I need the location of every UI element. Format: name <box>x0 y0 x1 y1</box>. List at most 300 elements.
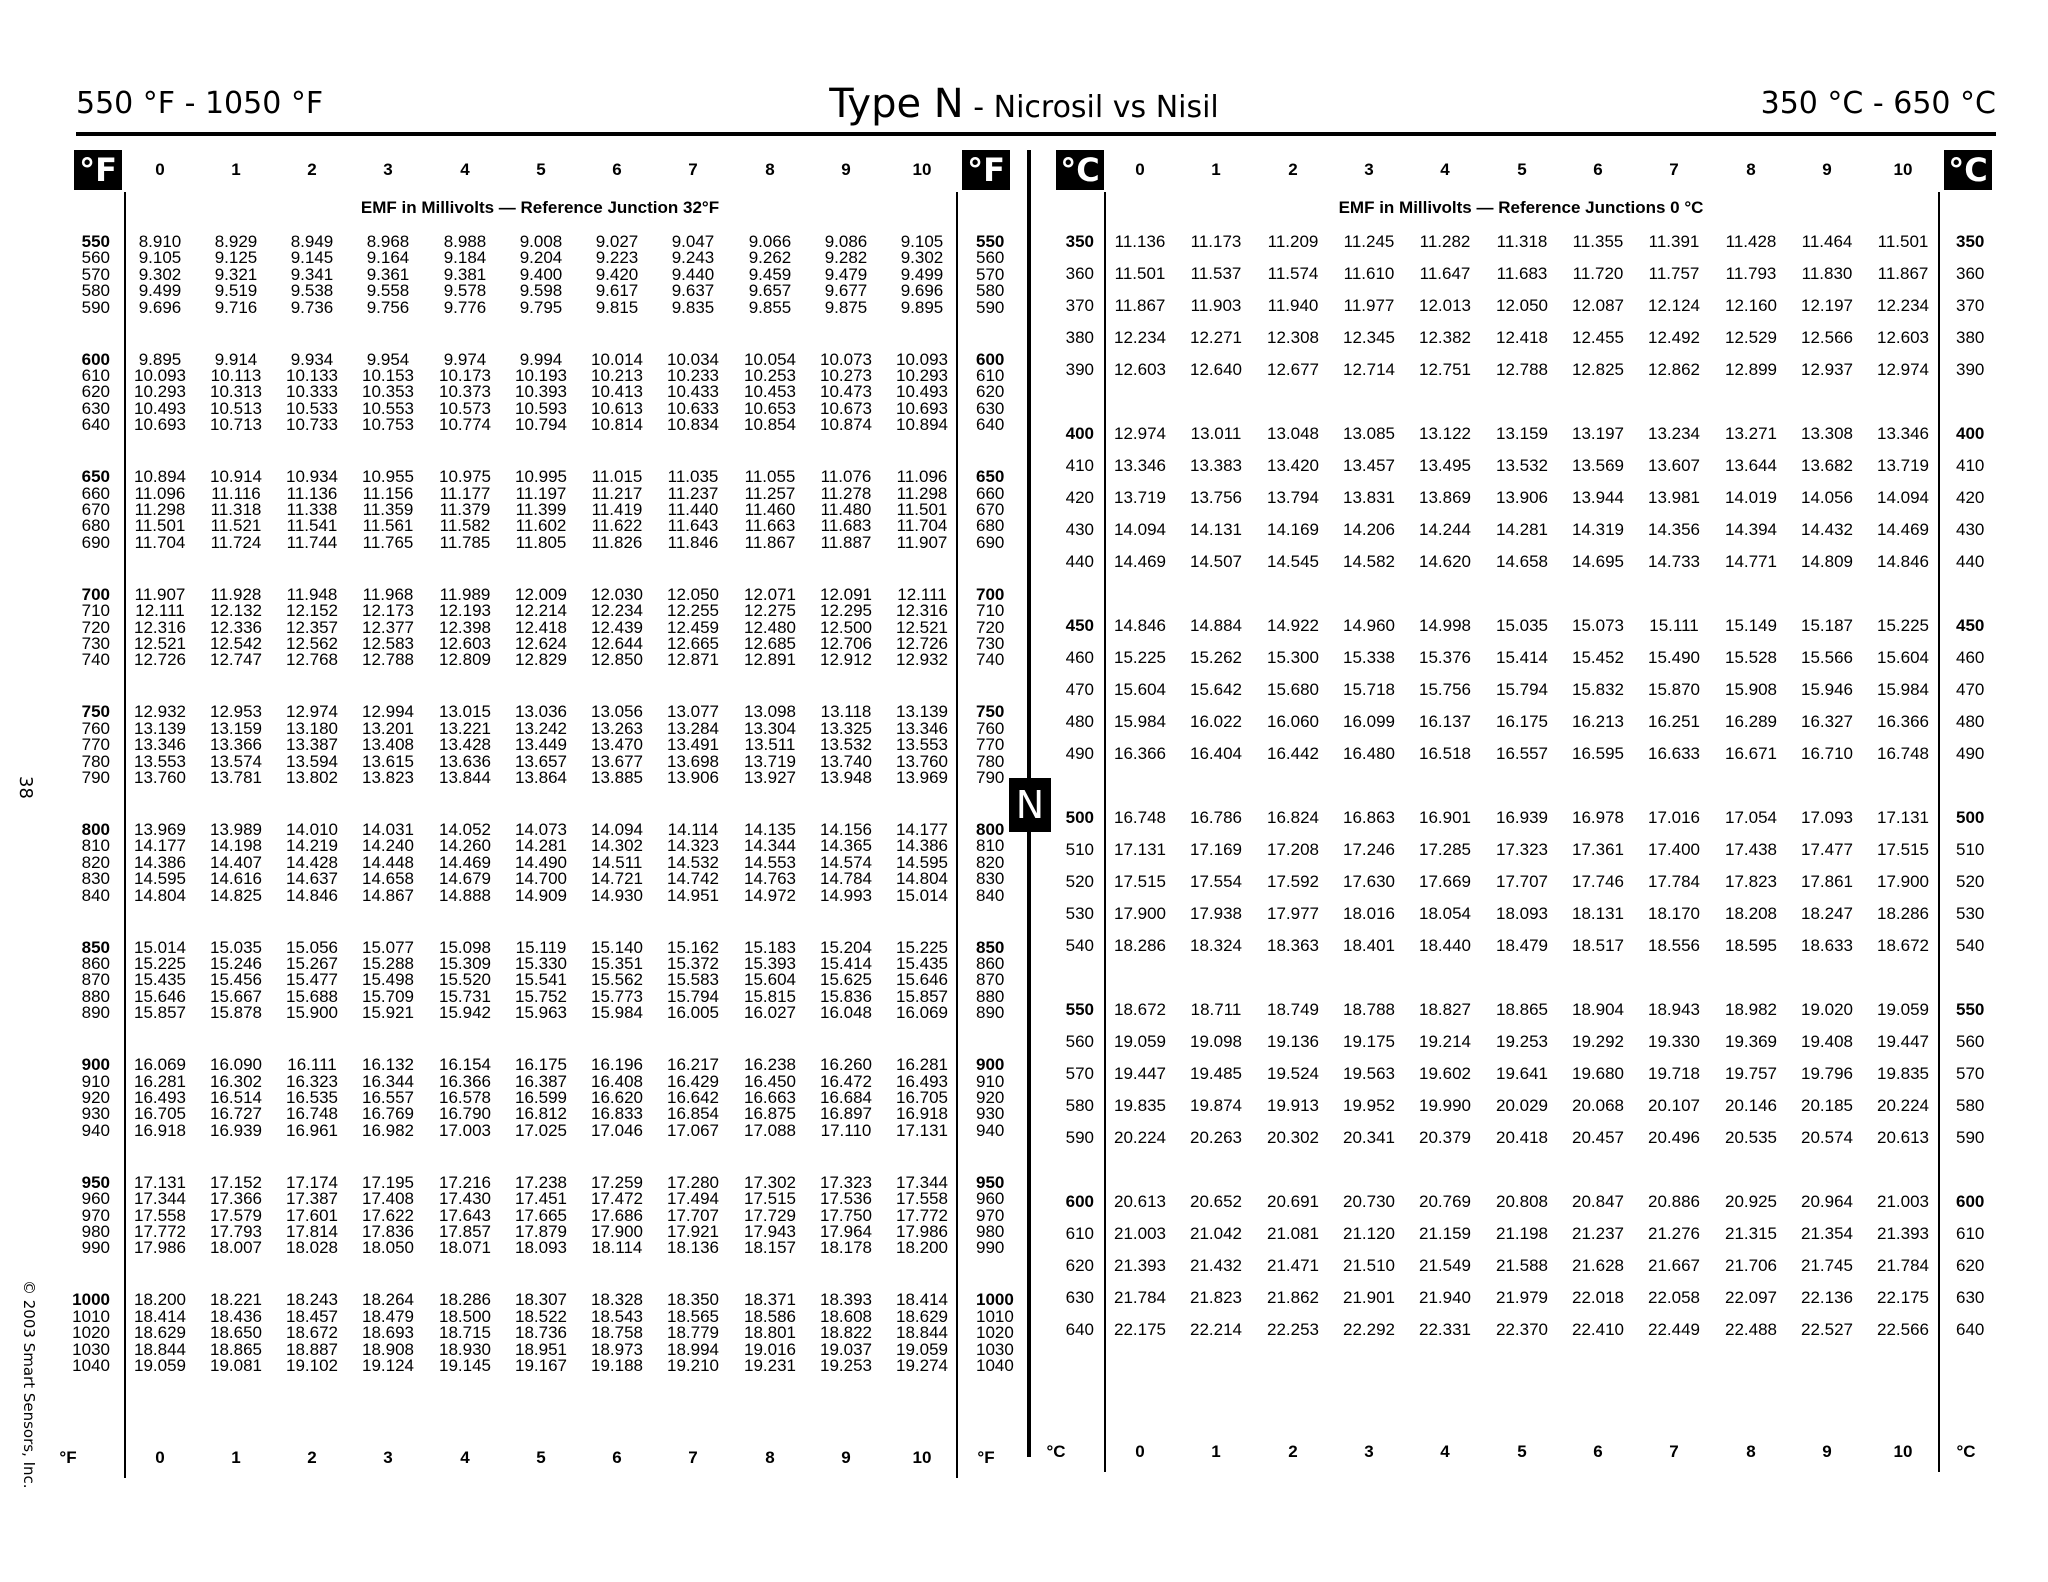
celsius-emf-value: 21.198 <box>1496 1224 1548 1243</box>
celsius-emf-value: 15.376 <box>1419 648 1471 667</box>
fahrenheit-emf-value: 12.214 <box>515 601 567 621</box>
fahrenheit-emf-value: 15.056 <box>286 937 338 957</box>
celsius-temperature-label: 370 <box>1065 296 1094 315</box>
fahrenheit-emf-value: 16.493 <box>134 1088 186 1107</box>
fahrenheit-temperature-label: 880 <box>81 986 110 1006</box>
celsius-emf-value: 18.788 <box>1343 1000 1395 1019</box>
celsius-emf-value: 17.208 <box>1267 840 1319 859</box>
fahrenheit-emf-value: 14.448 <box>362 852 414 872</box>
fahrenheit-temperature-label: 670 <box>81 500 110 519</box>
fahrenheit-emf-value: 10.253 <box>744 366 796 385</box>
celsius-column-footer: 3 <box>1364 1442 1374 1461</box>
fahrenheit-emf-value: 12.030 <box>591 584 643 604</box>
celsius-emf-value: 15.490 <box>1648 648 1700 667</box>
fahrenheit-column-footer: 5 <box>536 1448 546 1467</box>
celsius-emf-value: 16.060 <box>1267 712 1319 731</box>
copyright-notice: © 2003 Smart Sensors, Inc. <box>20 1280 38 1489</box>
fahrenheit-temperature-label: 650 <box>81 467 110 487</box>
fahrenheit-emf-value: 17.344 <box>134 1189 186 1209</box>
celsius-emf-value: 15.225 <box>1877 616 1929 635</box>
celsius-emf-value: 20.964 <box>1801 1192 1853 1211</box>
celsius-emf-value: 14.319 <box>1572 520 1624 539</box>
celsius-emf-value: 20.146 <box>1725 1096 1777 1115</box>
celsius-emf-value: 12.788 <box>1496 360 1548 379</box>
fahrenheit-emf-value: 9.835 <box>671 297 715 317</box>
fahrenheit-emf-value: 12.091 <box>820 584 872 604</box>
fahrenheit-column-footer: 6 <box>612 1448 622 1467</box>
celsius-emf-value: 13.457 <box>1343 456 1395 475</box>
fahrenheit-emf-value: 17.408 <box>362 1189 414 1209</box>
fahrenheit-emf-value: 16.684 <box>820 1088 872 1107</box>
celsius-emf-value: 17.900 <box>1114 904 1166 923</box>
celsius-emf-value: 18.286 <box>1877 904 1929 923</box>
celsius-emf-value: 16.633 <box>1648 744 1700 763</box>
celsius-emf-value: 18.016 <box>1343 904 1395 923</box>
fahrenheit-emf-value: 17.430 <box>439 1189 491 1209</box>
celsius-column-header: 3 <box>1364 160 1374 179</box>
fahrenheit-emf-value: 18.457 <box>286 1306 338 1326</box>
celsius-temperature-label-right: 470 <box>1956 680 1985 699</box>
fahrenheit-emf-value: 15.119 <box>515 937 567 957</box>
fahrenheit-emf-value: 14.177 <box>896 820 948 839</box>
celsius-emf-value: 12.234 <box>1114 328 1166 347</box>
celsius-emf-value: 14.281 <box>1496 520 1548 539</box>
celsius-emf-value: 18.556 <box>1648 936 1700 955</box>
celsius-emf-value: 14.922 <box>1267 616 1319 635</box>
fahrenheit-temperature-label: 700 <box>81 584 110 604</box>
fahrenheit-emf-value: 14.073 <box>515 820 567 839</box>
fahrenheit-emf-value: 16.344 <box>362 1071 414 1091</box>
fahrenheit-emf-value: 9.184 <box>443 248 487 268</box>
celsius-emf-value: 15.756 <box>1419 680 1471 699</box>
celsius-column-header: 4 <box>1440 160 1450 179</box>
fahrenheit-emf-value: 10.573 <box>439 398 491 418</box>
fahrenheit-temperature-label-right: 980 <box>976 1222 1005 1241</box>
fahrenheit-temperature-label-right: 1010 <box>976 1306 1014 1326</box>
celsius-temperature-label-right: 490 <box>1956 744 1985 763</box>
fahrenheit-emf-value: 14.888 <box>439 885 491 905</box>
fahrenheit-temperature-label: 570 <box>81 264 110 284</box>
celsius-emf-value: 18.517 <box>1572 936 1624 955</box>
fahrenheit-temperature-label-right: 790 <box>976 768 1005 787</box>
fahrenheit-emf-value: 12.255 <box>667 601 719 621</box>
fahrenheit-emf-value: 13.677 <box>591 751 643 771</box>
fahrenheit-emf-value: 16.620 <box>591 1088 643 1107</box>
fahrenheit-emf-value: 10.894 <box>134 467 186 487</box>
fahrenheit-emf-value: 10.713 <box>210 415 262 435</box>
celsius-emf-value: 16.748 <box>1877 744 1929 763</box>
celsius-emf-value: 14.733 <box>1648 552 1700 571</box>
fahrenheit-emf-value: 10.633 <box>667 398 719 418</box>
celsius-emf-value: 15.984 <box>1114 712 1166 731</box>
fahrenheit-emf-value: 16.705 <box>896 1088 948 1107</box>
celsius-emf-value: 20.029 <box>1496 1096 1548 1115</box>
celsius-temperature-label-right: 530 <box>1956 904 1985 923</box>
fahrenheit-temperature-label-right: 960 <box>976 1189 1005 1209</box>
celsius-emf-value: 16.442 <box>1267 744 1319 763</box>
celsius-emf-value: 22.410 <box>1572 1320 1624 1339</box>
fahrenheit-emf-value: 12.295 <box>820 601 872 621</box>
fahrenheit-emf-value: 14.177 <box>134 836 186 856</box>
celsius-emf-value: 12.751 <box>1419 360 1471 379</box>
fahrenheit-temperature-label: 1030 <box>72 1339 110 1359</box>
fahrenheit-emf-value: 15.162 <box>667 937 719 957</box>
fahrenheit-temperature-label: 720 <box>81 617 110 637</box>
fahrenheit-emf-value: 14.553 <box>744 852 796 872</box>
celsius-temperature-label-right: 580 <box>1956 1096 1985 1115</box>
fahrenheit-emf-value: 16.366 <box>439 1071 491 1091</box>
fahrenheit-right-rule <box>956 192 958 1478</box>
fahrenheit-emf-value: 17.857 <box>439 1222 491 1241</box>
fahrenheit-emf-value: 12.459 <box>667 617 719 637</box>
fahrenheit-emf-value: 13.036 <box>515 702 567 722</box>
fahrenheit-emf-value: 9.815 <box>595 297 639 317</box>
fahrenheit-temperature-label-right: 1000 <box>976 1290 1014 1310</box>
fahrenheit-emf-value: 10.513 <box>210 398 262 418</box>
fahrenheit-emf-value: 16.387 <box>515 1071 567 1091</box>
fahrenheit-emf-value: 9.262 <box>748 248 792 268</box>
celsius-temperature-label-right: 420 <box>1956 488 1985 507</box>
fahrenheit-emf-value: 16.281 <box>134 1071 186 1091</box>
fahrenheit-emf-value: 12.685 <box>744 634 796 653</box>
celsius-emf-value: 13.981 <box>1648 488 1700 507</box>
celsius-emf-value: 13.682 <box>1801 456 1853 475</box>
fahrenheit-temperature-label: 990 <box>81 1238 110 1258</box>
fahrenheit-emf-value: 15.435 <box>896 954 948 973</box>
fahrenheit-emf-value: 10.774 <box>439 415 491 435</box>
fahrenheit-temperature-label: 900 <box>81 1055 110 1075</box>
fahrenheit-emf-value: 11.561 <box>362 516 414 536</box>
celsius-emf-value: 13.085 <box>1343 424 1395 443</box>
fahrenheit-column-footer: 2 <box>307 1448 317 1467</box>
celsius-column-header: 2 <box>1288 160 1298 179</box>
celsius-emf-value: 21.784 <box>1877 1256 1929 1275</box>
fahrenheit-emf-value: 10.733 <box>286 415 338 435</box>
celsius-emf-value: 13.346 <box>1877 424 1929 443</box>
celsius-emf-value: 19.874 <box>1190 1096 1242 1115</box>
celsius-emf-value: 11.757 <box>1648 264 1700 283</box>
fahrenheit-emf-value: 14.135 <box>744 820 796 839</box>
celsius-emf-value: 18.672 <box>1114 1000 1166 1019</box>
fahrenheit-emf-value: 16.599 <box>515 1088 567 1107</box>
celsius-emf-value: 17.477 <box>1801 840 1853 859</box>
fahrenheit-emf-value: 15.014 <box>896 885 948 905</box>
celsius-column-header: 6 <box>1593 160 1603 179</box>
fahrenheit-emf-value: 14.532 <box>667 852 719 872</box>
celsius-emf-value: 14.432 <box>1801 520 1853 539</box>
celsius-temperature-label: 410 <box>1065 456 1094 475</box>
celsius-emf-value: 19.524 <box>1267 1064 1319 1083</box>
celsius-emf-value: 14.394 <box>1725 520 1777 539</box>
fahrenheit-emf-value: 11.379 <box>439 500 491 519</box>
celsius-temperature-label-right: 440 <box>1956 552 1985 571</box>
fahrenheit-emf-value: 9.578 <box>443 281 487 301</box>
celsius-emf-value: 16.863 <box>1343 808 1395 827</box>
fahrenheit-emf-value: 17.344 <box>896 1172 948 1192</box>
celsius-emf-value: 18.401 <box>1343 936 1395 955</box>
fahrenheit-emf-value: 14.052 <box>439 820 491 839</box>
fahrenheit-emf-value: 10.153 <box>362 366 414 385</box>
celsius-emf-value: 12.124 <box>1648 296 1700 315</box>
fahrenheit-emf-value: 15.456 <box>210 970 262 990</box>
fahrenheit-temperature-label: 960 <box>81 1189 110 1209</box>
fahrenheit-emf-value: 14.825 <box>210 885 262 905</box>
celsius-emf-value: 15.680 <box>1267 680 1319 699</box>
celsius-emf-value: 14.244 <box>1419 520 1471 539</box>
fahrenheit-emf-value: 11.785 <box>439 532 491 552</box>
fahrenheit-emf-value: 15.077 <box>362 937 414 957</box>
celsius-emf-value: 15.225 <box>1114 648 1166 667</box>
celsius-emf-value: 11.282 <box>1419 232 1471 251</box>
celsius-emf-value: 21.784 <box>1114 1288 1166 1307</box>
fahrenheit-temperature-label-right: 970 <box>976 1205 1005 1225</box>
fahrenheit-emf-value: 15.646 <box>134 986 186 1006</box>
fahrenheit-emf-value: 12.336 <box>210 617 262 637</box>
fahrenheit-emf-value: 13.304 <box>744 718 796 738</box>
fahrenheit-emf-value: 12.809 <box>439 650 491 670</box>
fahrenheit-emf-value: 9.657 <box>748 281 792 301</box>
fahrenheit-column-header: 10 <box>912 160 932 179</box>
celsius-emf-value: 16.901 <box>1419 808 1471 827</box>
fahrenheit-emf-value: 15.140 <box>591 937 643 957</box>
fahrenheit-emf-value: 17.387 <box>286 1189 338 1209</box>
celsius-emf-value: 16.137 <box>1419 712 1471 731</box>
celsius-emf-value: 17.361 <box>1572 840 1624 859</box>
fahrenheit-emf-value: 9.282 <box>824 248 868 268</box>
fahrenheit-emf-value: 17.195 <box>362 1172 414 1192</box>
celsius-emf-value: 19.563 <box>1343 1064 1395 1083</box>
fahrenheit-emf-value: 12.398 <box>439 617 491 637</box>
fahrenheit-emf-value: 12.193 <box>439 601 491 621</box>
fahrenheit-emf-value: 19.081 <box>210 1356 262 1375</box>
fahrenheit-emf-value: 18.758 <box>591 1323 643 1343</box>
celsius-emf-value: 20.769 <box>1419 1192 1471 1211</box>
fahrenheit-emf-value: 13.657 <box>515 751 567 771</box>
celsius-emf-value: 14.469 <box>1877 520 1929 539</box>
fahrenheit-emf-value: 10.313 <box>210 382 262 402</box>
fahrenheit-emf-value: 13.844 <box>439 768 491 787</box>
celsius-emf-value: 12.492 <box>1648 328 1700 347</box>
celsius-emf-value: 11.610 <box>1343 264 1395 283</box>
fahrenheit-emf-value: 10.133 <box>286 366 338 385</box>
celsius-temperature-label: 590 <box>1065 1128 1094 1147</box>
celsius-emf-value: 19.952 <box>1343 1096 1395 1115</box>
celsius-emf-value: 17.554 <box>1190 872 1242 891</box>
fahrenheit-emf-value: 11.156 <box>362 483 414 503</box>
celsius-emf-value: 20.613 <box>1877 1128 1929 1147</box>
fahrenheit-emf-value: 16.769 <box>362 1104 414 1124</box>
celsius-emf-value: 11.136 <box>1114 232 1166 251</box>
fahrenheit-emf-value: 10.054 <box>744 349 796 369</box>
fahrenheit-emf-value: 11.055 <box>744 467 796 487</box>
fahrenheit-emf-value: 16.196 <box>591 1055 643 1075</box>
fahrenheit-emf-value: 12.562 <box>286 634 338 653</box>
fahrenheit-emf-value: 17.216 <box>439 1172 491 1192</box>
fahrenheit-emf-value: 11.826 <box>591 532 643 552</box>
fahrenheit-emf-value: 11.582 <box>439 516 491 536</box>
celsius-emf-value: 12.087 <box>1572 296 1624 315</box>
fahrenheit-emf-value: 19.037 <box>820 1339 872 1359</box>
celsius-emf-value: 12.455 <box>1572 328 1624 347</box>
fahrenheit-temperature-label-right: 630 <box>976 398 1005 418</box>
fahrenheit-emf-value: 10.613 <box>591 398 643 418</box>
fahrenheit-emf-value: 10.193 <box>515 366 567 385</box>
celsius-emf-value: 17.746 <box>1572 872 1624 891</box>
fahrenheit-emf-value: 11.867 <box>744 532 796 552</box>
fahrenheit-emf-value: 10.373 <box>439 382 491 402</box>
fahrenheit-emf-value: 19.145 <box>439 1356 491 1375</box>
fahrenheit-temperature-label-right: 660 <box>976 483 1005 503</box>
fahrenheit-emf-value: 9.558 <box>366 281 410 301</box>
fahrenheit-emf-value: 14.972 <box>744 885 796 905</box>
celsius-emf-value: 22.527 <box>1801 1320 1853 1339</box>
celsius-emf-value: 21.471 <box>1267 1256 1319 1275</box>
fahrenheit-emf-value: 9.499 <box>900 264 944 284</box>
celsius-emf-value: 17.592 <box>1267 872 1319 891</box>
fahrenheit-emf-value: 10.794 <box>515 415 567 435</box>
celsius-emf-value: 11.245 <box>1343 232 1395 251</box>
fahrenheit-emf-value: 15.330 <box>515 954 567 973</box>
fahrenheit-emf-value: 17.003 <box>439 1120 491 1140</box>
fahrenheit-emf-value: 18.243 <box>286 1290 338 1310</box>
fahrenheit-emf-value: 16.323 <box>286 1071 338 1091</box>
fahrenheit-emf-value: 17.515 <box>744 1189 796 1209</box>
fahrenheit-temperature-label-right: 700 <box>976 584 1005 604</box>
fahrenheit-emf-value: 12.747 <box>210 650 262 670</box>
celsius-emf-value: 13.346 <box>1114 456 1166 475</box>
fahrenheit-emf-value: 18.093 <box>515 1238 567 1258</box>
fahrenheit-emf-value: 17.964 <box>820 1222 872 1241</box>
fahrenheit-emf-value: 14.784 <box>820 869 872 889</box>
celsius-column-footer: 9 <box>1822 1442 1832 1461</box>
celsius-emf-value: 21.901 <box>1343 1288 1395 1307</box>
fahrenheit-emf-value: 18.157 <box>744 1238 796 1258</box>
fahrenheit-emf-value: 9.400 <box>519 264 563 284</box>
fahrenheit-emf-value: 16.302 <box>210 1071 262 1091</box>
fahrenheit-emf-value: 9.145 <box>290 248 334 268</box>
fahrenheit-temperature-label: 710 <box>81 601 110 621</box>
fahrenheit-temperature-label: 940 <box>81 1120 110 1140</box>
fahrenheit-emf-value: 11.298 <box>134 500 186 519</box>
celsius-emf-value: 13.122 <box>1419 424 1471 443</box>
fahrenheit-emf-value: 9.086 <box>824 232 868 251</box>
fahrenheit-emf-value: 12.624 <box>515 634 567 653</box>
fahrenheit-emf-value: 17.729 <box>744 1205 796 1225</box>
fahrenheit-emf-value: 12.932 <box>134 702 186 722</box>
fahrenheit-emf-value: 11.501 <box>896 500 948 519</box>
celsius-emf-value: 17.515 <box>1877 840 1929 859</box>
fahrenheit-emf-value: 10.393 <box>515 382 567 402</box>
celsius-emf-value: 19.913 <box>1267 1096 1319 1115</box>
celsius-emf-value: 19.447 <box>1877 1032 1929 1051</box>
fahrenheit-emf-value: 18.436 <box>210 1306 262 1326</box>
fahrenheit-emf-value: 16.069 <box>134 1055 186 1075</box>
fahrenheit-emf-value: 14.386 <box>134 852 186 872</box>
celsius-emf-value: 21.706 <box>1725 1256 1777 1275</box>
fahrenheit-emf-value: 11.928 <box>210 584 262 604</box>
celsius-emf-value: 17.515 <box>1114 872 1166 891</box>
celsius-temperature-label-right: 410 <box>1956 456 1985 475</box>
fahrenheit-column-footer: 0 <box>155 1448 165 1467</box>
celsius-emf-value: 21.979 <box>1496 1288 1548 1307</box>
fahrenheit-temperature-label-right: 770 <box>976 735 1005 755</box>
celsius-column-header: 9 <box>1822 160 1832 179</box>
celsius-unit-box-right: °C <box>1944 150 1992 190</box>
fahrenheit-emf-value: 9.855 <box>748 297 792 317</box>
fahrenheit-emf-value: 12.418 <box>515 617 567 637</box>
celsius-temperature-label: 470 <box>1065 680 1094 699</box>
celsius-emf-value: 18.711 <box>1190 1000 1242 1019</box>
fahrenheit-temperature-label: 860 <box>81 954 110 973</box>
fahrenheit-emf-value: 13.553 <box>134 751 186 771</box>
fahrenheit-emf-value: 10.914 <box>210 467 262 487</box>
fahrenheit-column-footer: 4 <box>460 1448 470 1467</box>
fahrenheit-temperature-label: 750 <box>81 702 110 722</box>
fahrenheit-emf-value: 9.361 <box>366 264 410 284</box>
celsius-emf-value: 18.672 <box>1877 936 1929 955</box>
celsius-emf-value: 21.862 <box>1267 1288 1319 1307</box>
celsius-emf-value: 12.197 <box>1801 296 1853 315</box>
celsius-emf-value: 15.832 <box>1572 680 1624 699</box>
celsius-emf-value: 18.827 <box>1419 1000 1471 1019</box>
fahrenheit-emf-value: 11.724 <box>210 532 262 552</box>
fahrenheit-emf-value: 13.823 <box>362 768 414 787</box>
celsius-temperature-label-right: 450 <box>1956 616 1985 635</box>
celsius-emf-value: 15.111 <box>1649 616 1699 635</box>
fahrenheit-emf-value: 16.897 <box>820 1104 872 1124</box>
celsius-emf-value: 21.354 <box>1801 1224 1853 1243</box>
thermocouple-type: Type N <box>829 81 964 127</box>
fahrenheit-emf-value: 9.164 <box>366 248 410 268</box>
celsius-emf-value: 12.050 <box>1496 296 1548 315</box>
fahrenheit-emf-value: 14.428 <box>286 852 338 872</box>
celsius-emf-value: 22.214 <box>1190 1320 1242 1339</box>
fahrenheit-temperature-label-right: 720 <box>976 617 1005 637</box>
fahrenheit-emf-value: 16.833 <box>591 1104 643 1124</box>
fahrenheit-emf-value: 9.321 <box>214 264 258 284</box>
celsius-emf-value: 13.420 <box>1267 456 1319 475</box>
fahrenheit-temperature-label-right: 750 <box>976 702 1005 722</box>
fahrenheit-temperature-label-right: 870 <box>976 970 1005 990</box>
fahrenheit-temperature-label: 800 <box>81 820 110 839</box>
fahrenheit-emf-value: 11.765 <box>362 532 414 552</box>
celsius-temperature-label: 520 <box>1065 872 1094 891</box>
celsius-emf-value: 18.324 <box>1190 936 1242 955</box>
celsius-emf-value: 15.984 <box>1877 680 1929 699</box>
fahrenheit-temperature-label-right: 690 <box>976 532 1005 552</box>
fahrenheit-emf-value: 19.188 <box>591 1356 643 1375</box>
fahrenheit-emf-value: 12.768 <box>286 650 338 670</box>
celsius-emf-value: 18.286 <box>1114 936 1166 955</box>
celsius-emf-value: 21.003 <box>1114 1224 1166 1243</box>
fahrenheit-emf-value: 10.874 <box>820 415 872 435</box>
fahrenheit-temperature-label-right: 650 <box>976 467 1005 487</box>
fahrenheit-emf-value: 17.536 <box>820 1189 872 1209</box>
fahrenheit-emf-value: 18.908 <box>362 1339 414 1359</box>
celsius-emf-value: 17.861 <box>1801 872 1853 891</box>
fahrenheit-emf-value: 18.371 <box>744 1290 796 1310</box>
fahrenheit-emf-value: 10.894 <box>896 415 948 435</box>
fahrenheit-temperature-label: 790 <box>81 768 110 787</box>
fahrenheit-emf-value: 18.887 <box>286 1339 338 1359</box>
celsius-temperature-label-right: 380 <box>1956 328 1985 347</box>
fahrenheit-temperature-label-right: 1030 <box>976 1339 1014 1359</box>
fahrenheit-emf-value: 13.906 <box>667 768 719 787</box>
fahrenheit-emf-value: 16.918 <box>896 1104 948 1124</box>
fahrenheit-emf-value: 9.895 <box>900 297 944 317</box>
fahrenheit-emf-value: 16.260 <box>820 1055 872 1075</box>
celsius-emf-value: 21.237 <box>1572 1224 1624 1243</box>
